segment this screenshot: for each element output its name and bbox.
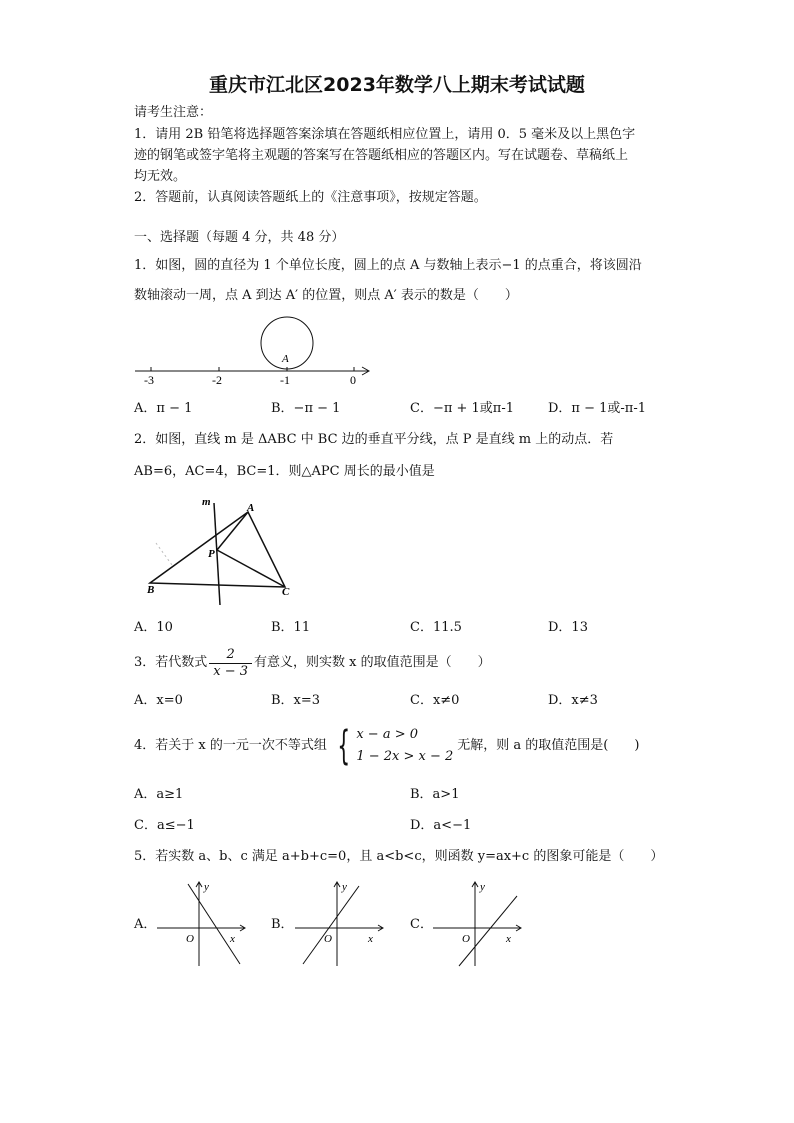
option: D．x≠3	[548, 693, 598, 708]
question-3-prefix: 3．若代数式	[134, 655, 208, 670]
question-5-text: 5．若实数 a、b、c 满足 a+b+c=0，且 a<b<c，则函数 y=ax+c 的图象可能是（ ）	[134, 849, 664, 864]
option: A．π − 1	[134, 401, 193, 416]
question-2-text: AB=6，AC=4，BC=1．则△APC 周长的最小值是	[134, 464, 435, 479]
origin-label: O	[324, 933, 332, 945]
graph-option-c	[431, 876, 526, 968]
tick-label: -1	[280, 373, 290, 387]
function-line	[459, 896, 517, 966]
notice-line: 1．请用 2B 铅笔将选择题答案涂填在答题纸相应位置上，请用 0．5 毫米及以上黑色字	[134, 127, 636, 142]
option: B．	[271, 917, 294, 932]
fraction-denominator: x − 3	[213, 663, 249, 679]
question-3	[134, 642, 491, 684]
question-4-suffix: 无解，则 a 的取值范围是( )	[457, 738, 640, 753]
axis-y-label: y	[480, 881, 485, 893]
axis-y-label: y	[342, 881, 347, 893]
axis-x-label: x	[506, 933, 511, 945]
inequality-2: 1 − 2x > x − 2	[356, 749, 454, 764]
line-m	[214, 503, 220, 605]
question-4-prefix: 4．若关于 x 的一元一次不等式组	[134, 738, 327, 753]
option: A．10	[134, 620, 173, 635]
point-a-label: A	[282, 353, 289, 365]
graph-option-b	[293, 876, 388, 968]
question-1-text: 数轴滚动一周，点 A 到达 A′ 的位置，则点 A′ 表示的数是（ ）	[134, 288, 518, 303]
label-b: B	[147, 584, 155, 596]
notice-heading: 请考生注意：	[134, 105, 213, 120]
segment-pc	[217, 550, 285, 587]
origin-label: O	[462, 933, 470, 945]
function-line	[303, 886, 359, 964]
option: D．π − 1或-π-1	[548, 401, 646, 416]
question-2-text: 2．如图，直线 m 是 ΔABC 中 BC 边的垂直平分线，点 P 是直线 m 上的动点．若	[134, 432, 614, 447]
question-1-text: 1．如图，圆的直径为 1 个单位长度，圆上的点 A 与数轴上表示−1 的点重合，将该圆沿	[134, 258, 642, 273]
function-line	[188, 884, 240, 964]
inequality-system	[331, 724, 453, 768]
graph-option-a	[155, 876, 250, 968]
option: A．	[134, 917, 157, 932]
option: B．−π − 1	[271, 401, 341, 416]
fraction	[209, 647, 252, 680]
label-m: m	[202, 496, 211, 508]
fraction-numerator: 2	[209, 647, 252, 664]
notice-line: 2．答题前，认真阅读答题纸上的《注意事项》，按规定答题。	[134, 190, 487, 205]
option: D．a<−1	[410, 818, 472, 833]
page-title: 重庆市江北区2023年数学八上期末考试试题	[209, 74, 585, 96]
question-4	[134, 722, 639, 770]
option: C．x≠0	[410, 693, 460, 708]
option: C．	[410, 917, 433, 932]
option: D．13	[548, 620, 588, 635]
option: C．a≤−1	[134, 818, 195, 833]
label-a: A	[247, 502, 255, 514]
origin-label: O	[186, 933, 194, 945]
tick-label: 0	[350, 373, 356, 387]
option: A．x=0	[134, 693, 183, 708]
number-line-figure	[130, 315, 380, 390]
label-c: C	[282, 586, 290, 598]
axis-x-label: x	[230, 933, 235, 945]
option: C．−π + 1或π-1	[410, 401, 515, 416]
question-3-suffix: 有意义，则实数 x 的取值范围是（ ）	[254, 655, 491, 670]
tick-label: -2	[212, 373, 222, 387]
option: B．a>1	[410, 787, 460, 802]
option: C．11.5	[410, 620, 462, 635]
notice-line: 均无效。	[134, 169, 187, 184]
axis-x-label: x	[368, 933, 373, 945]
option: A．a≥1	[134, 787, 184, 802]
notice-line: 迹的钢笔或签字笔将主观题的答案写在答题纸相应的答题区内。写在试题卷、草稿纸上	[134, 148, 629, 163]
tick-label: -3	[144, 373, 154, 387]
axis-y-label: y	[204, 881, 209, 893]
label-p: P	[208, 548, 215, 560]
section-heading: 一、选择题（每题 4 分，共 48 分）	[134, 230, 345, 245]
option: B．x=3	[271, 693, 321, 708]
triangle-figure	[130, 495, 300, 610]
option: B．11	[271, 620, 311, 635]
brace-icon: {	[337, 723, 350, 769]
inequality-1: x − a > 0	[356, 727, 418, 742]
